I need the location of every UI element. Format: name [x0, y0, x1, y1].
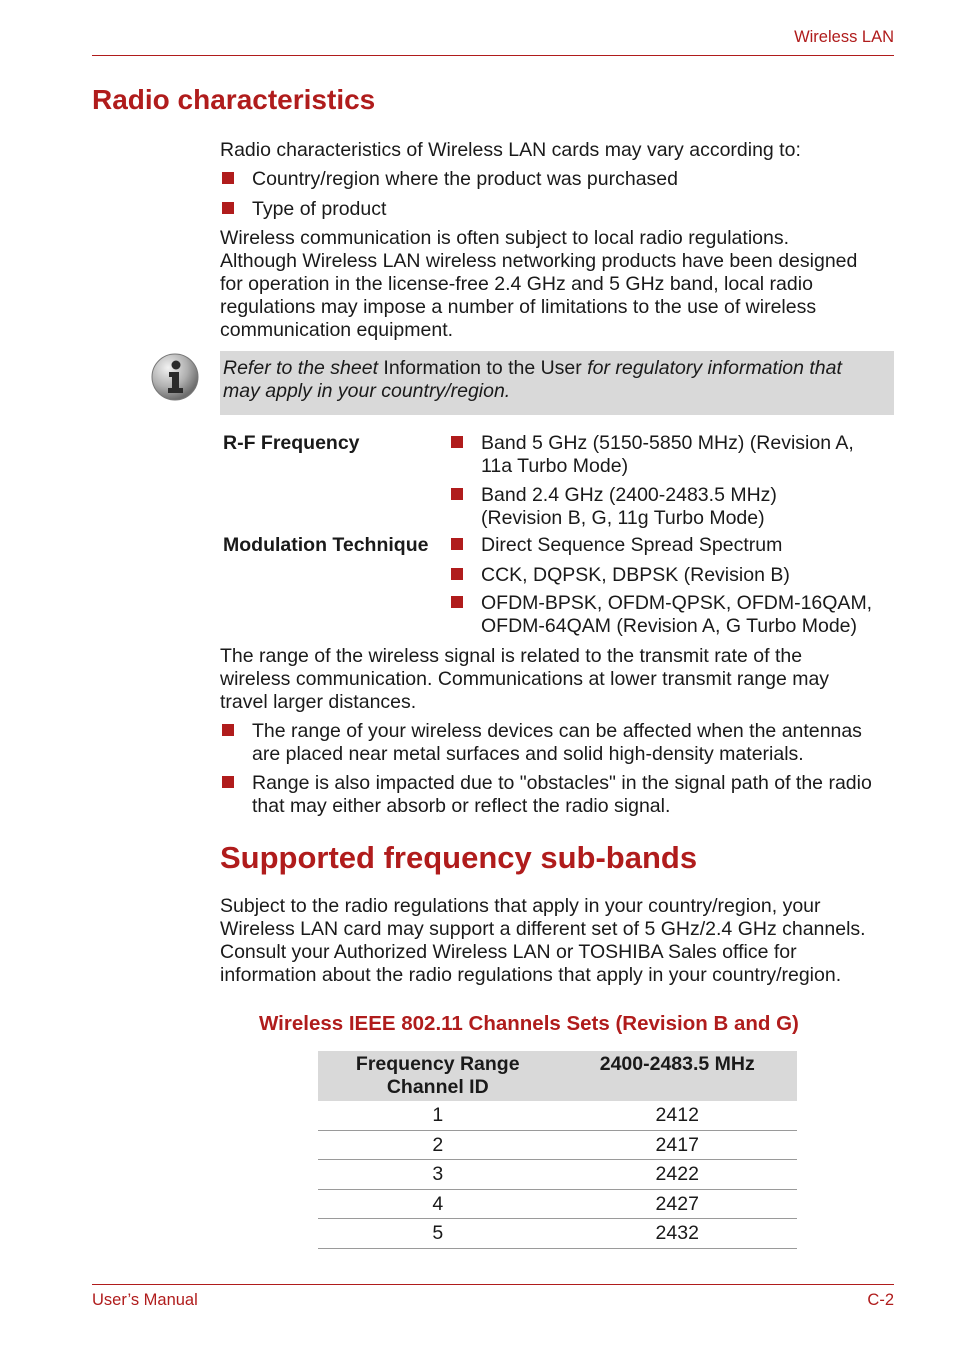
section-heading-radio: Radio characteristics: [92, 84, 376, 115]
paragraph-line: regulations may impose a number of limitations to the use of wireless: [220, 296, 817, 318]
spec-item: [481, 484, 777, 530]
subbands-paragraph: [220, 895, 866, 987]
spec-item: CCK, DQPSK, DBPSK (Revision B): [481, 564, 790, 586]
paragraph-line: communication equipment.: [220, 319, 454, 341]
paragraph-line: Although Wireless LAN wireless networking products have been designed: [220, 250, 858, 272]
frequency-cell: 2422: [558, 1160, 798, 1190]
list-item: Type of product: [252, 198, 387, 220]
header-line: Frequency Range: [355, 1053, 520, 1075]
note-italic-text: Refer to the sheet: [223, 357, 379, 379]
header-line: Channel ID: [386, 1076, 489, 1098]
spec-item-line: Band 2.4 GHz (2400-2483.5 MHz): [481, 484, 777, 506]
spec-item-line: 11a Turbo Mode): [481, 455, 629, 477]
paragraph-line: travel larger distances.: [220, 691, 417, 713]
spec-item: Direct Sequence Spread Spectrum: [481, 534, 783, 556]
paragraph-line: Wireless LAN card may support a different set of 5 GHz/2.4 GHz channels.: [220, 918, 866, 940]
paragraph-line: The range of the wireless signal is related to the transmit rate of the: [220, 645, 803, 667]
bullet-marker: [222, 172, 234, 184]
list-item: [252, 720, 862, 766]
rf-frequency-label: R-F Frequency: [223, 432, 360, 454]
paragraph-line: wireless communication. Communications at lower transmit range may: [220, 668, 830, 690]
section-heading-subbands: Supported frequency sub-bands: [220, 840, 698, 875]
spec-item: [481, 592, 872, 638]
channel-id-cell: 5: [318, 1219, 558, 1249]
paragraph-line: Subject to the radio regulations that apply in your country/region, your: [220, 895, 821, 917]
paragraph-line: information about the radio regulations that apply in your country/region.: [220, 964, 842, 986]
channel-id-cell: 2: [318, 1130, 558, 1160]
bullet-marker: [451, 568, 463, 580]
list-item-line: The range of your wireless devices can be affected when the antennas: [252, 720, 862, 742]
running-header: Wireless LAN: [794, 28, 894, 46]
table-header-cell: 2400-2483.5 MHz: [558, 1051, 798, 1101]
bullet-marker: [451, 596, 463, 608]
note-italic-text: for regulatory information that: [587, 357, 842, 379]
bullet-marker: [222, 776, 234, 788]
bullet-marker: [451, 538, 463, 550]
list-item-line: Range is also impacted due to "obstacles" in the signal path of the radio: [252, 772, 872, 794]
footer-manual-title: User’s Manual: [92, 1291, 198, 1309]
table-caption: Wireless IEEE 802.11 Channels Sets (Revision B and G): [259, 1012, 799, 1035]
bullet-marker: [222, 202, 234, 214]
range-paragraph: [220, 645, 829, 714]
table-row: [318, 1101, 797, 1130]
paragraph-line: Consult your Authorized Wireless LAN or TOSHIBA Sales office for: [220, 941, 797, 963]
list-item-line: that may either absorb or reflect the radio signal.: [252, 795, 671, 817]
info-icon: [150, 352, 200, 402]
table-row: [318, 1130, 797, 1160]
page-number: C-2: [867, 1291, 894, 1309]
paragraph-line: for operation in the license-free 2.4 GHz and 5 GHz band, local radio: [220, 273, 813, 295]
spec-item-line: OFDM-BPSK, OFDM-QPSK, OFDM-16QAM,: [481, 592, 873, 614]
frequency-cell: 2412: [558, 1101, 798, 1130]
note-plain-text: Information to the User: [378, 357, 588, 379]
list-item-line: are placed near metal surfaces and solid high-density materials.: [252, 743, 804, 765]
channel-id-cell: 4: [318, 1189, 558, 1219]
spec-item-line: (Revision B, G, 11g Turbo Mode): [481, 507, 765, 529]
spec-item-line: Band 5 GHz (5150-5850 MHz) (Revision A,: [481, 432, 854, 454]
bullet-marker: [222, 724, 234, 736]
list-item: Country/region where the product was purchased: [252, 168, 678, 190]
bullet-marker: [451, 436, 463, 448]
header-rule: [92, 55, 894, 56]
frequency-cell: 2427: [558, 1189, 798, 1219]
channel-id-cell: 3: [318, 1160, 558, 1190]
frequency-cell: 2417: [558, 1130, 798, 1160]
intro-text: Radio characteristics of Wireless LAN cards may vary according to:: [220, 139, 801, 161]
footer-rule: [92, 1284, 894, 1285]
table-row: [318, 1189, 797, 1219]
table-row: [318, 1219, 797, 1249]
frequency-cell: 2432: [558, 1219, 798, 1249]
list-item: [252, 772, 872, 818]
channels-table: [318, 1051, 797, 1249]
bullet-marker: [451, 488, 463, 500]
table-row: [318, 1160, 797, 1190]
channel-id-cell: 1: [318, 1101, 558, 1130]
spec-item-line: OFDM-64QAM (Revision A, G Turbo Mode): [481, 615, 858, 637]
table-header-cell: [318, 1051, 558, 1101]
spec-item: [481, 432, 854, 478]
regulation-paragraph: [220, 227, 857, 342]
table-header-row: [318, 1051, 797, 1101]
paragraph-line: Wireless communication is often subject to local radio regulations.: [220, 227, 790, 249]
note-italic-text: may apply in your country/region.: [223, 380, 511, 402]
note-text: [223, 357, 883, 403]
modulation-technique-label: Modulation Technique: [223, 534, 429, 556]
